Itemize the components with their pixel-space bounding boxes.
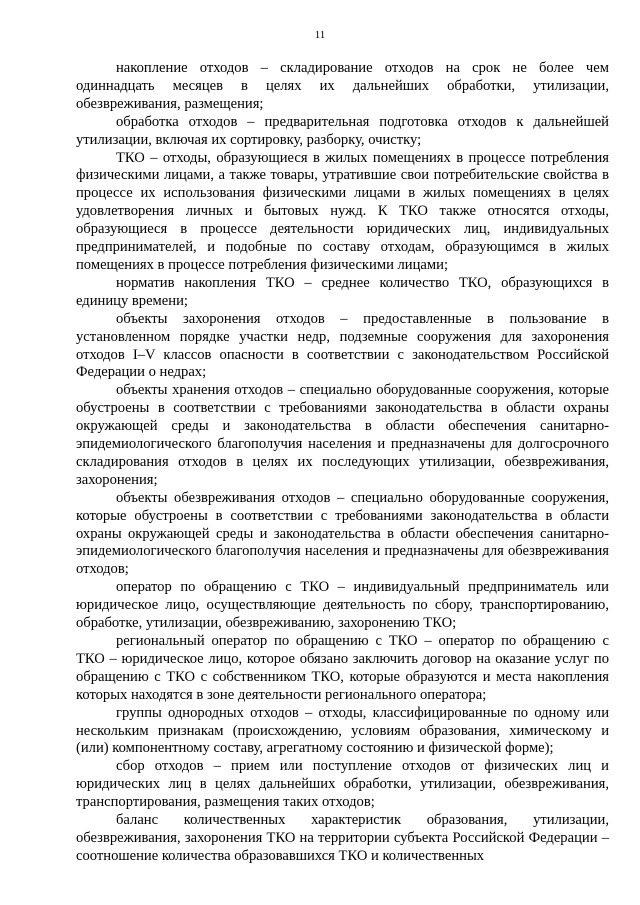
- definition-tko-paragraph: ТКО – отходы, образующиеся в жилых помещениях в процессе потребления физическими лицами, а также товары, утратившие свои потребительские свойства в процессе их использования физическими лицами в жилых помещениях в целях удовлетворения личных и бытовых нужд. К ТКО также относятся отходы, образующиеся в процессе деятельности юридических лиц, индивидуальных предпринимателей, и подобные по составу отходам, образующимся в жилых помещениях в процессе потребления физическими лицами;: [76, 149, 609, 273]
- definition-accumulation-paragraph: накопление отходов – складирование отходов на срок не более чем одиннадцать месяцев в целях их дальнейших обработки, утилизации, обезвреживания, размещения;: [76, 60, 609, 112]
- definition-operator-paragraph: оператор по обращению с ТКО – индивидуальный предприниматель или юридическое лицо, осуществляющие деятельность по сбору, транспортированию, обработке, утилизации, обезвреживанию, захоронению ТКО;: [76, 579, 609, 632]
- definition-processing-paragraph: обработка отходов – предварительная подготовка отходов к дальнейшей утилизации, включая их сортировку, разборку, очистку;: [76, 113, 609, 148]
- definition-storage-objects-paragraph: объекты хранения отходов – специально оборудованные сооружения, которые обустроены в соответствии с требованиями законодательства в области охраны окружающей среды и законодательства в области обеспечения санитарно-эпидемиологического благополучия населения и предназначены для долгосрочного складирования отходов в целях их последующих утилизации, обезвреживания, захоронения;: [76, 382, 609, 488]
- definition-collection-paragraph: сбор отходов – прием или поступление отходов от физических лиц и юридических лиц в целях дальнейших обработки, утилизации, обезвреживания, транспортирования, размещения таких отходов;: [76, 758, 609, 811]
- definition-neutralization-objects-paragraph: объекты обезвреживания отходов – специально оборудованные сооружения, которые обустроены в соответствии с требованиями законодательства в области охраны окружающей среды и законодательства в области обеспечения санитарно-эпидемиологического благополучия населения и предназначены для обезвреживания отходов;: [76, 489, 609, 578]
- definition-homogeneous-groups-paragraph: группы однородных отходов – отходы, классифицированные по одному или нескольким признакам (происхождению, условиям образования, химическому и (или) компонентному составу, агрегатному состоянию и физической форме);: [76, 704, 609, 757]
- document-body: [76, 60, 609, 866]
- definition-burial-objects-paragraph: объекты захоронения отходов – предоставленные в пользование в установленном порядке участки недр, подземные сооружения для захоронения отходов I–V классов опасности в соответствии с законодательством Российской Федерации о недрах;: [76, 310, 609, 381]
- definition-norm-paragraph: норматив накопления ТКО – среднее количество ТКО, образующихся в единицу времени;: [76, 274, 609, 309]
- definition-balance-paragraph: баланс количественных характеристик образования, утилизации, обезвреживания, захоронения ТКО на территории субъекта Российской Федерации – соотношение количества образовавшихся ТКО и количественных: [76, 812, 609, 864]
- definition-regional-operator-paragraph: региональный оператор по обращению с ТКО – оператор по обращению с ТКО – юридическое лицо, которое обязано заключить договор на оказание услуг по обращению с ТКО с собственником ТКО, которые образуются и места накопления которых находятся в зоне деятельности регионального оператора;: [76, 633, 609, 703]
- page-number: 11: [314, 29, 326, 41]
